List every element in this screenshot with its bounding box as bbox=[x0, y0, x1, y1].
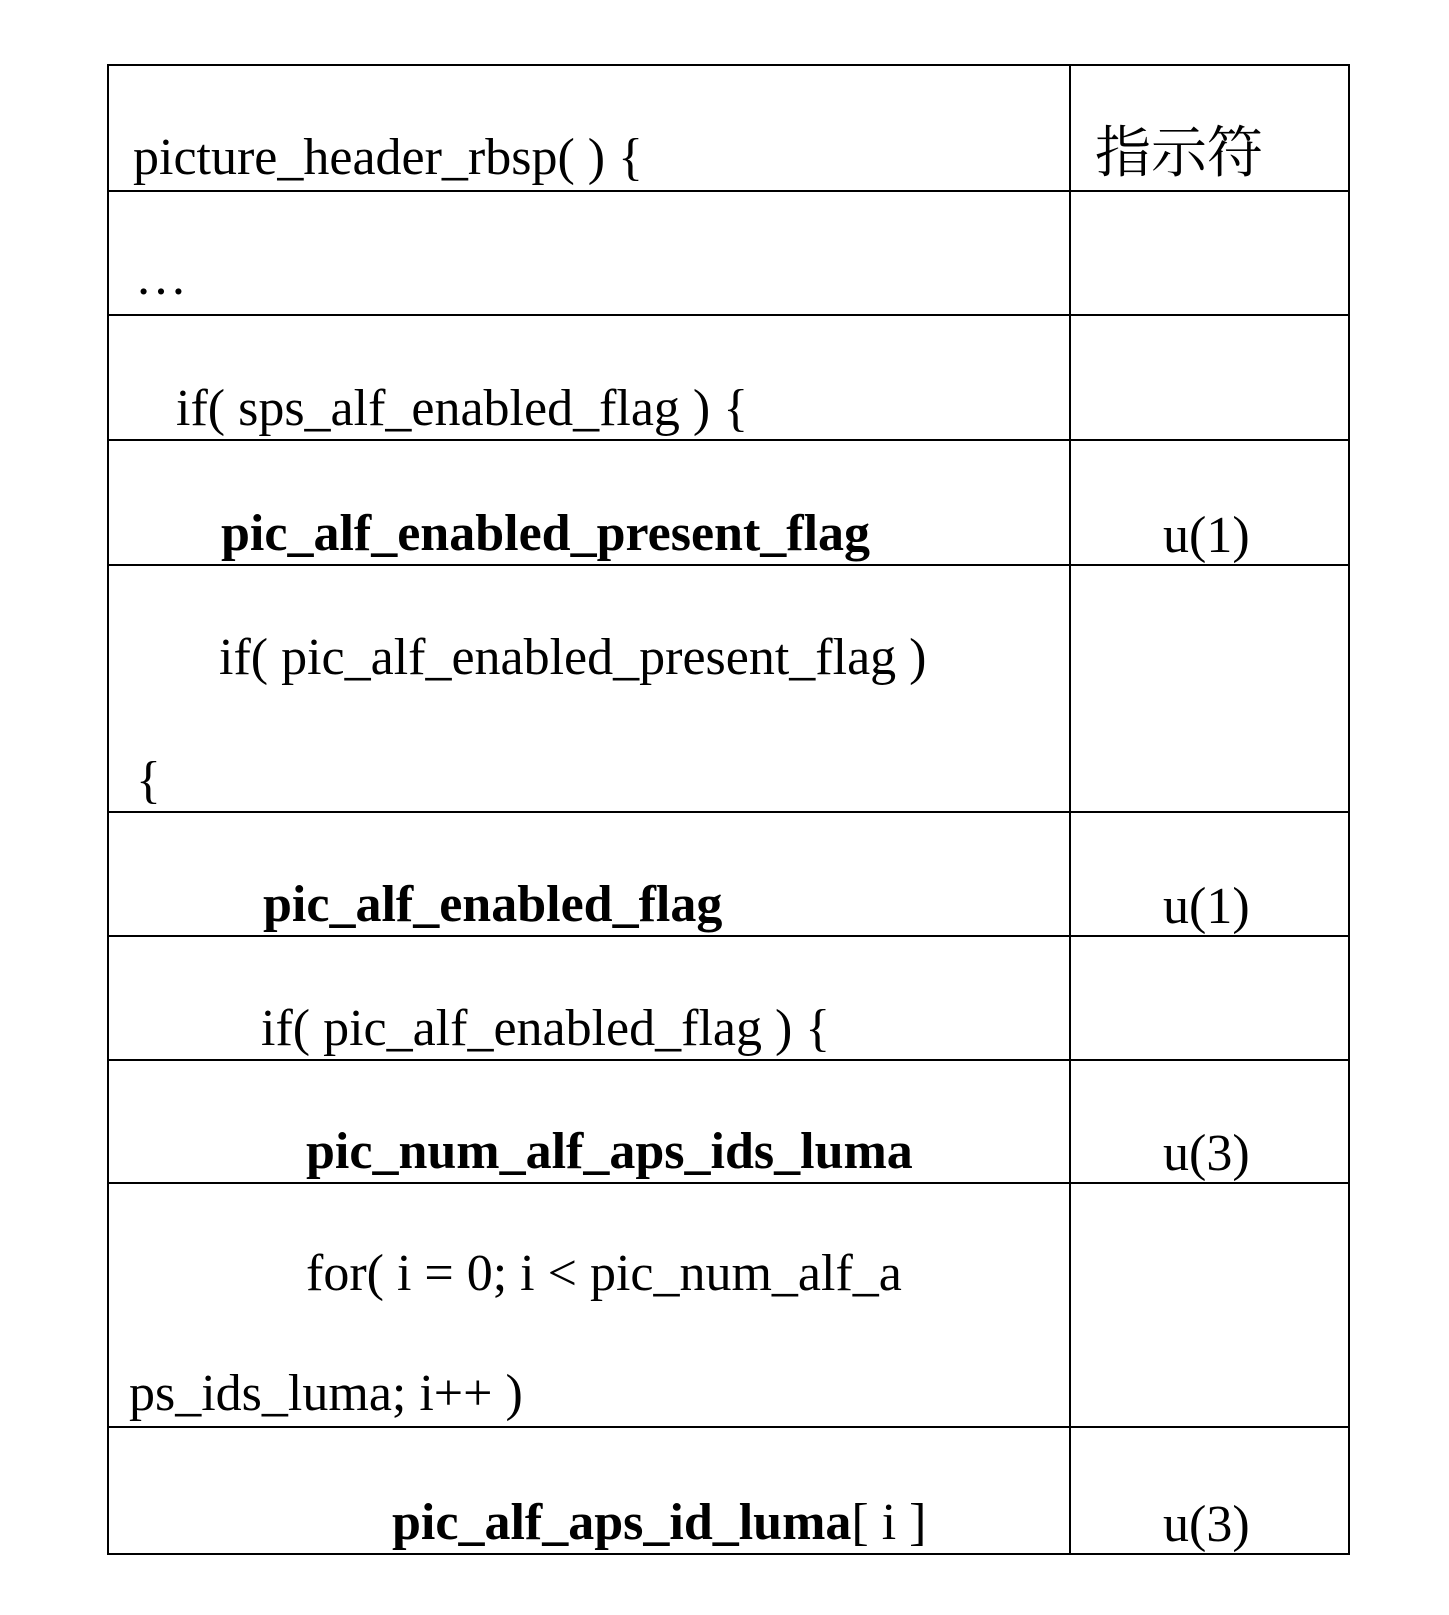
table-row bbox=[109, 564, 1348, 811]
syntax-cell: pic_alf_enabled_present_flag bbox=[221, 508, 870, 560]
syntax-cell: pic_alf_enabled_flag bbox=[263, 879, 722, 931]
table-header-row bbox=[109, 66, 1348, 190]
table-row bbox=[109, 1182, 1348, 1426]
table-row bbox=[109, 314, 1348, 439]
table-row bbox=[109, 439, 1348, 564]
descriptor-header: 指示符 bbox=[1095, 126, 1263, 182]
syntax-cell: … bbox=[135, 252, 187, 304]
syntax-table bbox=[107, 64, 1350, 1555]
table-row bbox=[109, 811, 1348, 935]
descriptor-cell: u(3) bbox=[1163, 1499, 1250, 1551]
syntax-cell: if( pic_alf_enabled_present_flag ) bbox=[219, 632, 926, 684]
syntax-cell: pic_alf_aps_id_luma bbox=[392, 1494, 851, 1551]
syntax-cell: pic_num_alf_aps_ids_luma bbox=[306, 1126, 913, 1178]
syntax-cell-continuation: ps_ids_luma; i++ ) bbox=[129, 1368, 523, 1420]
table-row bbox=[109, 190, 1348, 314]
table-row bbox=[109, 1059, 1348, 1182]
syntax-index: [ i ] bbox=[851, 1494, 926, 1551]
descriptor-cell: u(1) bbox=[1163, 510, 1250, 562]
table-row bbox=[109, 1426, 1348, 1553]
descriptor-cell: u(1) bbox=[1163, 881, 1250, 933]
syntax-cell: if( pic_alf_enabled_flag ) { bbox=[261, 1003, 830, 1055]
table-row bbox=[109, 935, 1348, 1059]
syntax-cell: for( i = 0; i < pic_num_alf_a bbox=[306, 1248, 902, 1300]
syntax-header: picture_header_rbsp( ) { bbox=[133, 132, 643, 184]
syntax-cell: if( sps_alf_enabled_flag ) { bbox=[176, 383, 748, 435]
syntax-cell-continuation: { bbox=[136, 755, 161, 807]
descriptor-cell: u(3) bbox=[1163, 1128, 1250, 1180]
